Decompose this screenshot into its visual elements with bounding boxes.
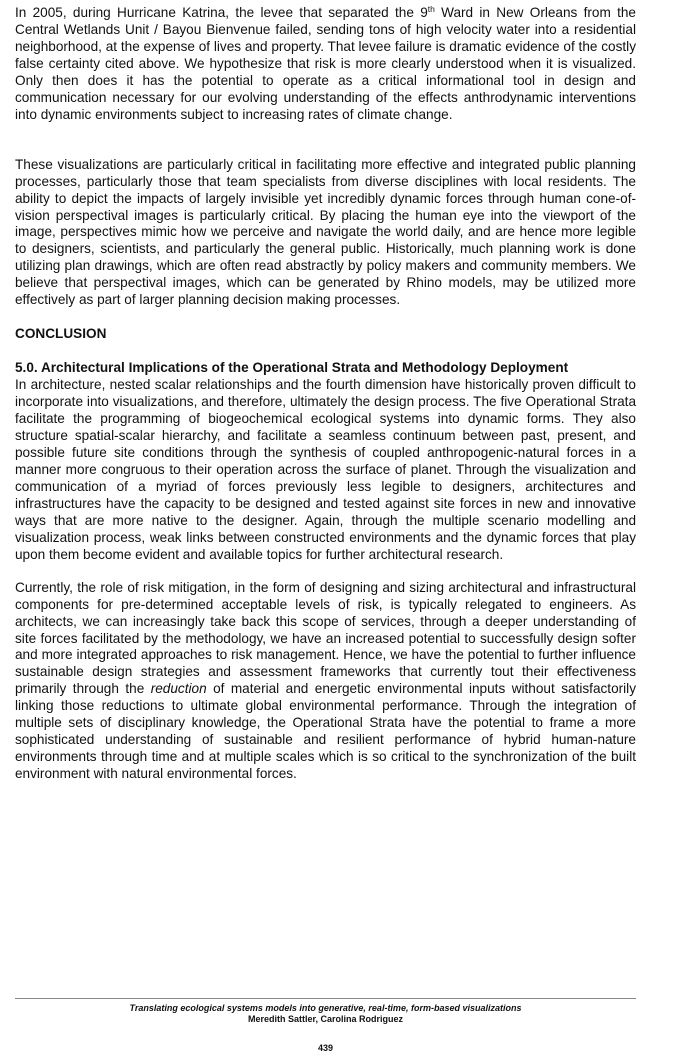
paragraph-hurricane-katrina [15,5,636,124]
paragraph-spacer [15,564,636,580]
emphasis-reduction: reduction [150,681,207,697]
running-footer [15,1003,636,1025]
footer-authors: Meredith Sattler, Carolina Rodriguez [247,1014,404,1024]
paragraph-risk-mitigation [15,580,636,783]
p1-text-start: In 2005, during Hurricane Katrina, the levee that separated the 9 [15,5,428,20]
paragraph-spacer [15,309,636,326]
footer-divider [15,998,636,999]
p4-text-start: Currently, the role of risk mitigation, in the form of designing and sizing architectural and infrastructural components for pre-determined acceptable levels of risk, is typically relegated to engineers. As architects, we can increasingly take back this scope of services, through a deeper understanding of site forces facilitated by the methodology, we have an increased potential to successfully design softer and more integrated approaches to risk management. Hence, we have the potential to further influence sustainable design strategies and assessment frameworks that currently tout their effectiveness primarily through the [15,579,636,697]
paragraph-spacer [15,343,636,360]
page-number: 439 [317,1043,334,1053]
paragraph-architecture: In architecture, nested scalar relationships and the fourth dimension have historically proven difficult to incorporate into visualizations, and therefore, ultimately the design process. The five Operational Strata facilitate the programming of biogeochemical ecological systems into dynamic forms. They also structure spatial-scalar hierarchy, and facilitate a seamless continuum between past, present, and possible future site conditions through the synthesis of coupled anthropogenic-natural forces in a manner more congruous to their operation across the surface of planet. Through the visualization and communication of a myriad of forces previously less legible to designers, architectures and infrastructures have the capacity to be designed and tested against site forces in new and innovative ways that are more native to the designer. Again, through the multiple scenario modelling and visualization process, weak links between constructed environments and the dynamic forces that play upon them become evident and available topics for further architectural research. [15,377,636,562]
main-text [15,5,636,783]
footer-paper-title: Translating ecological systems models into generative, real-time, form-based visualizations [129,1003,522,1013]
ordinal-superscript: th [427,4,435,14]
paragraph-visualizations: These visualizations are particularly critical in facilitating more effective and integrated public planning processes, particularly those that team specialists from diverse disciplines with local residents. The ability to depict the impacts of largely invisible yet incredibly dynamic forces through human cone-of-vision perspectival images is particularly critical. By placing the human eye into the viewport of the image, perspectives mimic how we perceive and navigate the world daily, and are hence more legible to designers, scientists, and particularly the general public. Historically, much planning work is done utilizing plan drawings, which are often read abstractly by policy makers and community members. We believe that perspectival images, which can be generated by Rhino models, may be utilized more effectively as part of larger planning decision making processes. [15,156,636,308]
p1-text-end: Ward in New Orleans from the Central Wetlands Unit / Bayou Bienvenue failed, sending tons of high velocity water into a residential neighborhood, at the expense of lives and property. That levee failure is dramatic evidence of the costly false certainty cited above. We hypothesize that risk is more clearly understood when it is visualized. Only then does it has the potential to operate as a critical informational tool in design and communication necessary for our evolving understanding of the effects anthrodynamic interventions into dynamic environments subject to increasing rates of climate change. [15,5,636,122]
section-heading-5-0: 5.0. Architectural Implications of the Operational Strata and Methodology Deployment [15,360,569,376]
p4-text-end: of material and energetic environmental inputs without satisfactorily linking those reductions to ultimate global environmental performance. Through the integration of multiple sets of disciplinary knowledge, the Operational Strata have the potential to frame a more sophisticated understanding of sustainable and resilient performance of hybrid human-nature environments through time and at multiple scales which is so critical to the synchronization of the built environment with natural environmental forces. [15,681,636,782]
paragraph-spacer [15,124,636,157]
conclusion-heading: CONCLUSION [15,326,107,342]
